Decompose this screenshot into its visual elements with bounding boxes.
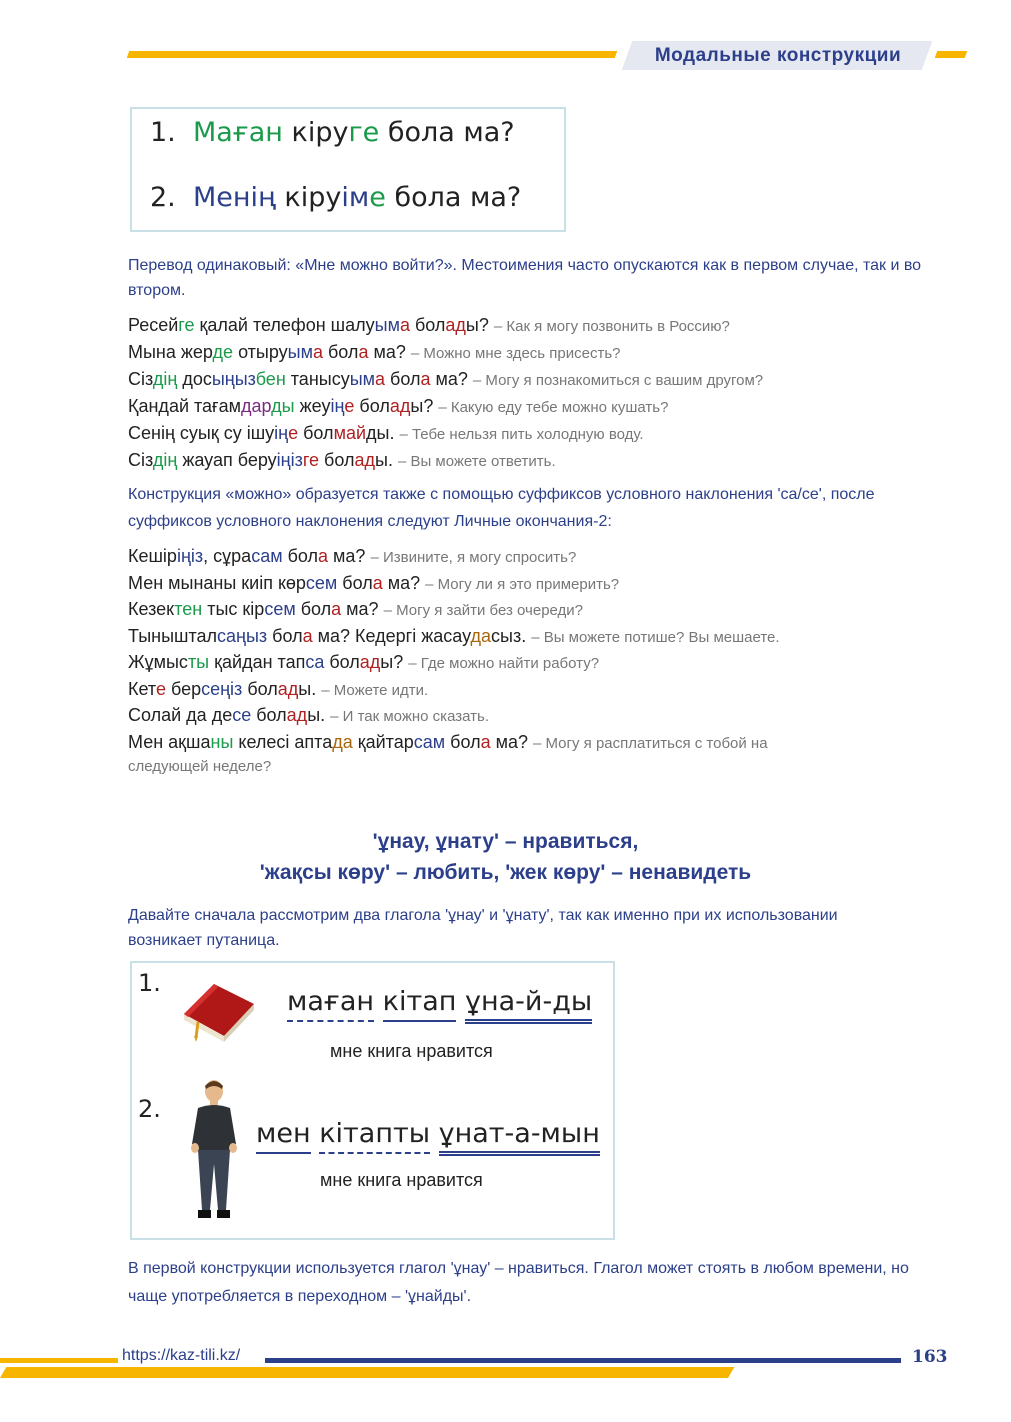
example-fragment: ды. — [366, 423, 400, 443]
example-fragment: е — [155, 678, 166, 699]
example-fragment: ы. — [298, 678, 322, 699]
example-translation: – Можно мне здесь присесть? — [410, 345, 621, 362]
example-fragment: а — [399, 315, 410, 335]
example-fragment: е — [344, 396, 355, 416]
note-verbs: Давайте сначала рассмотрим два глагола 'ұнау' и 'ұнату', так как именно при их использовании возникает путаница. — [128, 907, 838, 949]
example-fragment: ым — [287, 342, 313, 362]
example-fragment: сам — [413, 731, 446, 752]
example-fragment: бол — [354, 396, 390, 416]
example-2-caption: мне книга нравится — [320, 1170, 483, 1190]
example-translation: – Извините, я могу спросить? — [370, 549, 577, 566]
example-fragment: отыру — [233, 342, 288, 362]
example-number-1: 1. — [138, 969, 161, 997]
example-row — [128, 312, 988, 339]
example-fragment: ма? Кедергі жасау — [312, 625, 471, 646]
example-fragment: бол — [267, 625, 303, 646]
example-translation: – Вы можете ответить. — [397, 453, 556, 470]
example-translation: – Как я могу позвонить в Россию? — [493, 318, 730, 335]
example-fragment: ты — [187, 652, 210, 672]
example-translation: – Тебе нельзя пить холодную воду. — [399, 426, 644, 443]
example-fragment: Сіз — [128, 450, 153, 470]
example-fragment: а — [420, 369, 431, 389]
example-fragment: да — [470, 625, 491, 646]
example-fragment: бол — [409, 315, 446, 335]
example-row — [128, 339, 988, 366]
example-row — [128, 729, 988, 756]
example-fragment: ы. — [375, 450, 398, 470]
example-fragment: дос — [177, 369, 212, 389]
page-number: 163 — [912, 1347, 948, 1367]
example-fragment: дар — [241, 396, 272, 416]
note-translation: Перевод одинаковый: «Мне можно войти?». Местоимения часто опускаются как в первом случае, так и во втором. — [128, 257, 922, 299]
example-fragment: а — [312, 342, 323, 362]
example-fragment: ма? — [430, 369, 473, 389]
example-row — [128, 393, 988, 420]
example-fragment: жауап беру — [177, 450, 277, 470]
example-row — [128, 596, 988, 623]
example-fragment: бол — [295, 599, 332, 619]
subheading-line-2: 'жақсы көру' – любить, 'жек көру' – ненавидеть — [259, 861, 752, 884]
example-row — [128, 623, 988, 650]
example-fragment: Мен ақша — [128, 731, 211, 752]
example-row — [128, 676, 988, 703]
example-fragment: сем — [264, 599, 296, 619]
footer-link[interactable]: https://kaz-tili.kz/ — [122, 1347, 241, 1364]
example-fragment: Сіз — [128, 369, 153, 389]
example-fragment: бол — [323, 342, 359, 362]
example-fragment: сеңіз — [201, 678, 243, 699]
example-fragment: ма? — [328, 546, 371, 566]
example-fragment: бол — [337, 572, 373, 593]
example-fragment: қалай телефон шалу — [194, 315, 375, 335]
example-translation: – Какую еду тебе можно кушать? — [438, 399, 669, 416]
example-fragment: Кешір — [128, 546, 177, 566]
example-fragment: дің — [152, 369, 178, 389]
example-translation: – Могу я зайти без очереди? — [383, 602, 584, 619]
example-fragment: сам — [251, 546, 283, 566]
example-fragment: да — [332, 731, 353, 752]
example-fragment: ны — [210, 731, 234, 752]
example-fragment: тен — [174, 599, 203, 619]
example-fragment: май — [333, 423, 367, 443]
example-fragment: ма? — [382, 572, 426, 593]
example-fragment: ы? — [380, 652, 409, 672]
example-translation: – И так можно сказать. — [330, 708, 489, 725]
example-row — [128, 420, 988, 447]
example-fragment: сыз. — [491, 625, 532, 646]
example-fragment: ад — [277, 678, 299, 699]
example-fragment: бер — [165, 678, 202, 699]
example-fragment: ің — [330, 396, 345, 416]
example-fragment: ад — [389, 396, 411, 416]
footer-stripe-left — [0, 1358, 118, 1363]
example-1-sentence: маған кітап ұна-й-ды — [287, 986, 592, 1017]
example-fragment: бол — [324, 652, 360, 672]
example-fragment: бол — [298, 423, 334, 443]
example-fragment: Мына жер — [128, 342, 213, 362]
example-list-2 — [128, 543, 988, 755]
example-fragment: ым — [374, 315, 400, 335]
header-stripe-right — [935, 51, 968, 58]
example-fragment: ды — [271, 396, 295, 416]
example-translation: – Могу ли я это примерить? — [425, 575, 620, 593]
example-fragment: ы? — [410, 396, 439, 416]
example-fragment: Солай да де — [128, 705, 233, 725]
example-fragment: а — [375, 369, 386, 389]
example-fragment: Тыныштал — [128, 625, 218, 646]
example-fragment: дің — [152, 450, 178, 470]
example-fragment: , сұра — [203, 546, 252, 566]
footer-rule — [265, 1358, 901, 1363]
example-list-1 — [128, 312, 988, 474]
example-fragment: а — [480, 731, 491, 752]
example-fragment: іңіз — [176, 546, 204, 566]
note-conditional: Конструкция «можно» образуется также с помощью суффиксов условного наклонения 'са/се', после суффиксов условного наклонения следуют Личные окончания-2: — [128, 486, 875, 530]
header-stripe — [127, 51, 618, 58]
example-translation: – Могу я познакомиться с вашим другом? — [472, 372, 764, 389]
example-fragment: бол — [319, 450, 355, 470]
example-fragment: ма? — [341, 599, 384, 619]
example-fragment: Мен мынаны киіп көр — [128, 572, 306, 593]
example-fragment: а — [318, 546, 329, 566]
example-fragment: а — [372, 572, 383, 593]
example-fragment: қайтар — [352, 731, 414, 752]
example-fragment: Кет — [128, 678, 156, 699]
example-fragment: ы? — [465, 315, 494, 335]
example-fragment: ма? — [490, 731, 533, 752]
example-row — [128, 570, 988, 597]
example-fragment: ге — [302, 450, 320, 470]
example-translation: – Можете идти. — [321, 681, 429, 699]
man-icon — [186, 1078, 242, 1223]
example-fragment: ге — [178, 315, 195, 335]
example-fragment: ад — [445, 315, 466, 335]
example-row — [128, 649, 988, 676]
example-fragment: бол — [251, 705, 287, 725]
example-fragment: Сенің суық су ішу — [128, 423, 275, 443]
example-fragment: ыңыз — [211, 369, 256, 389]
footer-stripe-bottom — [0, 1367, 734, 1378]
example-fragment: ы. — [307, 705, 331, 725]
example-1-caption: мне книга нравится — [330, 1041, 493, 1061]
example-fragment: бол — [445, 731, 481, 752]
example-fragment: Ресей — [128, 315, 179, 335]
example-fragment: ад — [354, 450, 375, 470]
example-fragment: Жұмыс — [128, 652, 188, 672]
example-fragment: тыс кір — [202, 599, 265, 619]
example-fragment: жеу — [294, 396, 331, 416]
example-fragment: іңіз — [276, 450, 303, 470]
example-fragment: са — [305, 652, 325, 672]
example-translation-tail: следующей неделе? — [128, 758, 272, 775]
book-icon — [178, 978, 260, 1044]
example-fragment: а — [302, 625, 313, 646]
example-fragment: бол — [242, 678, 278, 699]
example-line-2: 2. Менің кіруіме бола ма? — [150, 182, 522, 213]
example-row — [128, 366, 988, 393]
example-row — [128, 543, 988, 570]
example-fragment: сем — [305, 572, 338, 593]
example-fragment: Қандай тағам — [128, 396, 242, 416]
example-line-1: 1. Маған кіруге бола ма? — [150, 117, 515, 148]
example-translation: – Где можно найти работу? — [408, 655, 600, 672]
example-fragment: бол — [385, 369, 421, 389]
example-translation: – Могу я расплатиться с тобой на — [533, 734, 768, 752]
example-2-sentence: мен кітапты ұнат-а-мын — [256, 1118, 600, 1149]
example-fragment: е — [288, 423, 299, 443]
note-first-construction: В первой конструкции используется глагол 'ұнау' – нравиться. Глагол может стоять в любом времени, но чаще употребляется в переходном – 'ұнайды'. — [128, 1260, 909, 1305]
example-fragment: ің — [274, 423, 289, 443]
example-number-2: 2. — [138, 1095, 161, 1123]
example-fragment: бол — [282, 546, 319, 566]
example-fragment: де — [212, 342, 234, 362]
example-fragment: а — [358, 342, 369, 362]
example-fragment: танысу — [285, 369, 350, 389]
example-fragment: бен — [255, 369, 286, 389]
example-row — [128, 447, 988, 474]
example-fragment: ад — [359, 652, 381, 672]
example-fragment: ад — [286, 705, 308, 725]
example-fragment: келесі апта — [233, 731, 333, 752]
example-fragment: саңыз — [217, 625, 268, 646]
example-fragment: қайдан тап — [209, 652, 306, 672]
example-fragment: се — [232, 705, 252, 725]
example-row — [128, 702, 988, 729]
section-title: Модальные конструкции — [654, 45, 902, 66]
example-fragment: ым — [349, 369, 376, 389]
subheading-line-1: 'ұнау, ұнату' – нравиться, — [372, 830, 639, 853]
example-fragment: ма? — [368, 342, 411, 362]
example-fragment: Кезек — [128, 599, 175, 619]
example-translation: – Вы можете потише? Вы мешаете. — [531, 628, 780, 646]
example-fragment: а — [331, 599, 342, 619]
